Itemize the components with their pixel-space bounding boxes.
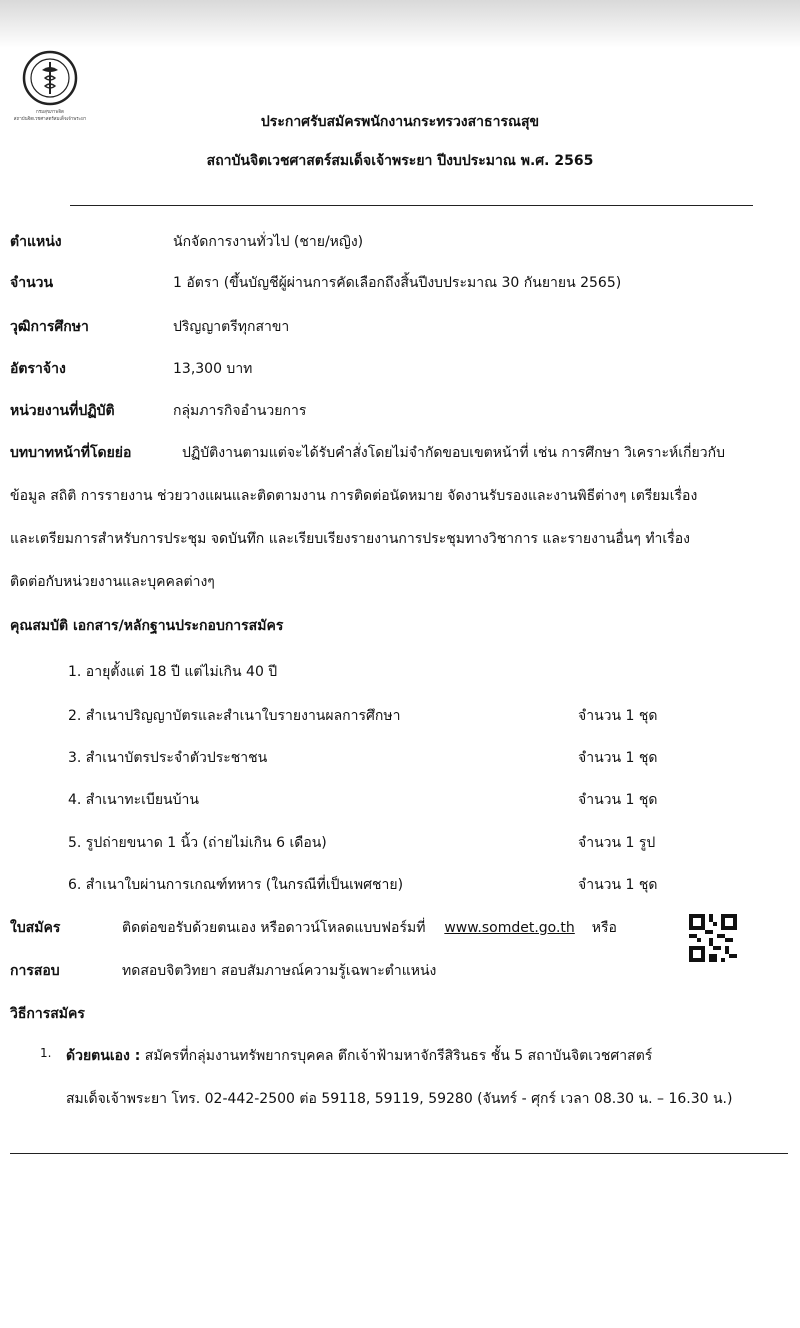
method-text: สมัครที่กลุ่มงานทรัพยากรบุคคล ตึกเจ้าฟ้ามหาจักรีสิรินธร ชั้น 5 สถาบันจิตเวชศาสตร์ [144,1048,653,1064]
announcement-title: ประกาศรับสมัครพนักงานกระทรวงสาธารณสุข [260,114,540,130]
logo-caption-1: กรมสุขภาพจิต [36,110,64,115]
qualification-item: 6. สำเนาใบผ่านการเกณฑ์ทหาร (ในกรณีที่เป็นเพศชาย) [68,877,404,893]
duties-line-4: ติดต่อกับหน่วยงานและบุคคลต่างๆ [10,574,215,590]
field-label: วุฒิการศึกษา [10,319,89,335]
field-value: 1 อัตรา (ขึ้นบัญชีผู้ผ่านการคัดเลือกถึงสิ้นปีงบประมาณ 30 กันยายน 2565) [173,275,622,291]
duties-line-1: ปฏิบัติงานตามแต่จะได้รับคำสั่งโดยไม่จำกัดขอบเขตหน้าที่ เช่น การศึกษา วิเคราะห์เกี่ยวกับ [182,445,725,461]
exam-label: การสอบ [10,963,60,979]
field-label: หน่วยงานที่ปฏิบัติ [10,403,115,419]
qualification-qty: จำนวน 1 ชุด [578,750,658,766]
announcement-subtitle: สถาบันจิตเวชศาสตร์สมเด็จเจ้าพระยา ปีงบประมาณ พ.ศ. 2565 [206,153,594,169]
exam-value: ทดสอบจิตวิทยา สอบสัมภาษณ์ความรู้เฉพาะตำแหน่ง [122,963,437,979]
method-line-2: สมเด็จเจ้าพระยา โทร. 02-442-2500 ต่อ 59118, 59119, 59280 (จันทร์ - ศุกร์ เวลา 08.30 น. – 16.30 น.) [66,1091,733,1107]
scan-shade [0,0,800,48]
qualification-qty: จำนวน 1 รูป [578,835,656,851]
field-value: กลุ่มภารกิจอำนวยการ [173,403,307,419]
website-link[interactable]: www.somdet.go.th [444,920,575,936]
field-label: ตำแหน่ง [10,234,62,250]
qualification-qty: จำนวน 1 ชุด [578,877,658,893]
qualifications-heading: คุณสมบัติ เอกสาร/หลักฐานประกอบการสมัคร [10,618,284,634]
application-text [122,917,617,939]
method-line-1 [66,1045,652,1067]
footer-divider [10,1153,788,1154]
field-value: 13,300 บาท [173,361,253,377]
application-text-after: หรือ [591,920,617,936]
qualification-item: 4. สำเนาทะเบียนบ้าน [68,792,199,808]
field-value: นักจัดการงานทั่วไป (ชาย/หญิง) [173,234,364,250]
qualification-item: 5. รูปถ่ายขนาด 1 นิ้ว (ถ่ายไม่เกิน 6 เดือน) [68,835,327,851]
qualification-item: 2. สำเนาปริญญาบัตรและสำเนาใบรายงานผลการศึกษา [68,708,401,724]
qualification-item: 1. อายุตั้งแต่ 18 ปี แต่ไม่เกิน 40 ปี [68,664,278,680]
qr-code-icon[interactable] [689,914,737,962]
duties-line-2: ข้อมูล สถิติ การรายงาน ช่วยวางแผนและติดตามงาน การติดต่อนัดหมาย จัดงานรับรองและงานพิธีต่างๆ เตรียมเรื่อง [10,488,698,504]
qualification-item: 3. สำเนาบัตรประจำตัวประชาชน [68,750,268,766]
field-label: อัตราจ้าง [10,361,66,377]
application-label: ใบสมัคร [10,920,61,936]
duties-line-3: และเตรียมการสำหรับการประชุม จดบันทึก และเรียบเรียงรายงานการประชุมทางวิชาการ และรายงานอื่นๆ ทำเรื่อง [10,531,690,547]
field-label: จำนวน [10,275,54,291]
logo-caption-2: สถาบันจิตเวชศาสตร์สมเด็จเจ้าพระยา [13,117,87,122]
field-label: บทบาทหน้าที่โดยย่อ [10,445,132,461]
application-text-before: ติดต่อขอรับด้วยตนเอง หรือดาวน์โหลดแบบฟอร์มที่ [122,920,426,936]
method-number: 1. [40,1046,52,1060]
header-divider [70,205,753,206]
method-heading: วิธีการสมัคร [10,1006,85,1022]
qualification-qty: จำนวน 1 ชุด [578,792,658,808]
ministry-seal-logo [22,50,78,106]
qualification-qty: จำนวน 1 ชุด [578,708,658,724]
field-value: ปริญญาตรีทุกสาขา [173,319,290,335]
method-lead: ด้วยตนเอง : [66,1048,141,1064]
